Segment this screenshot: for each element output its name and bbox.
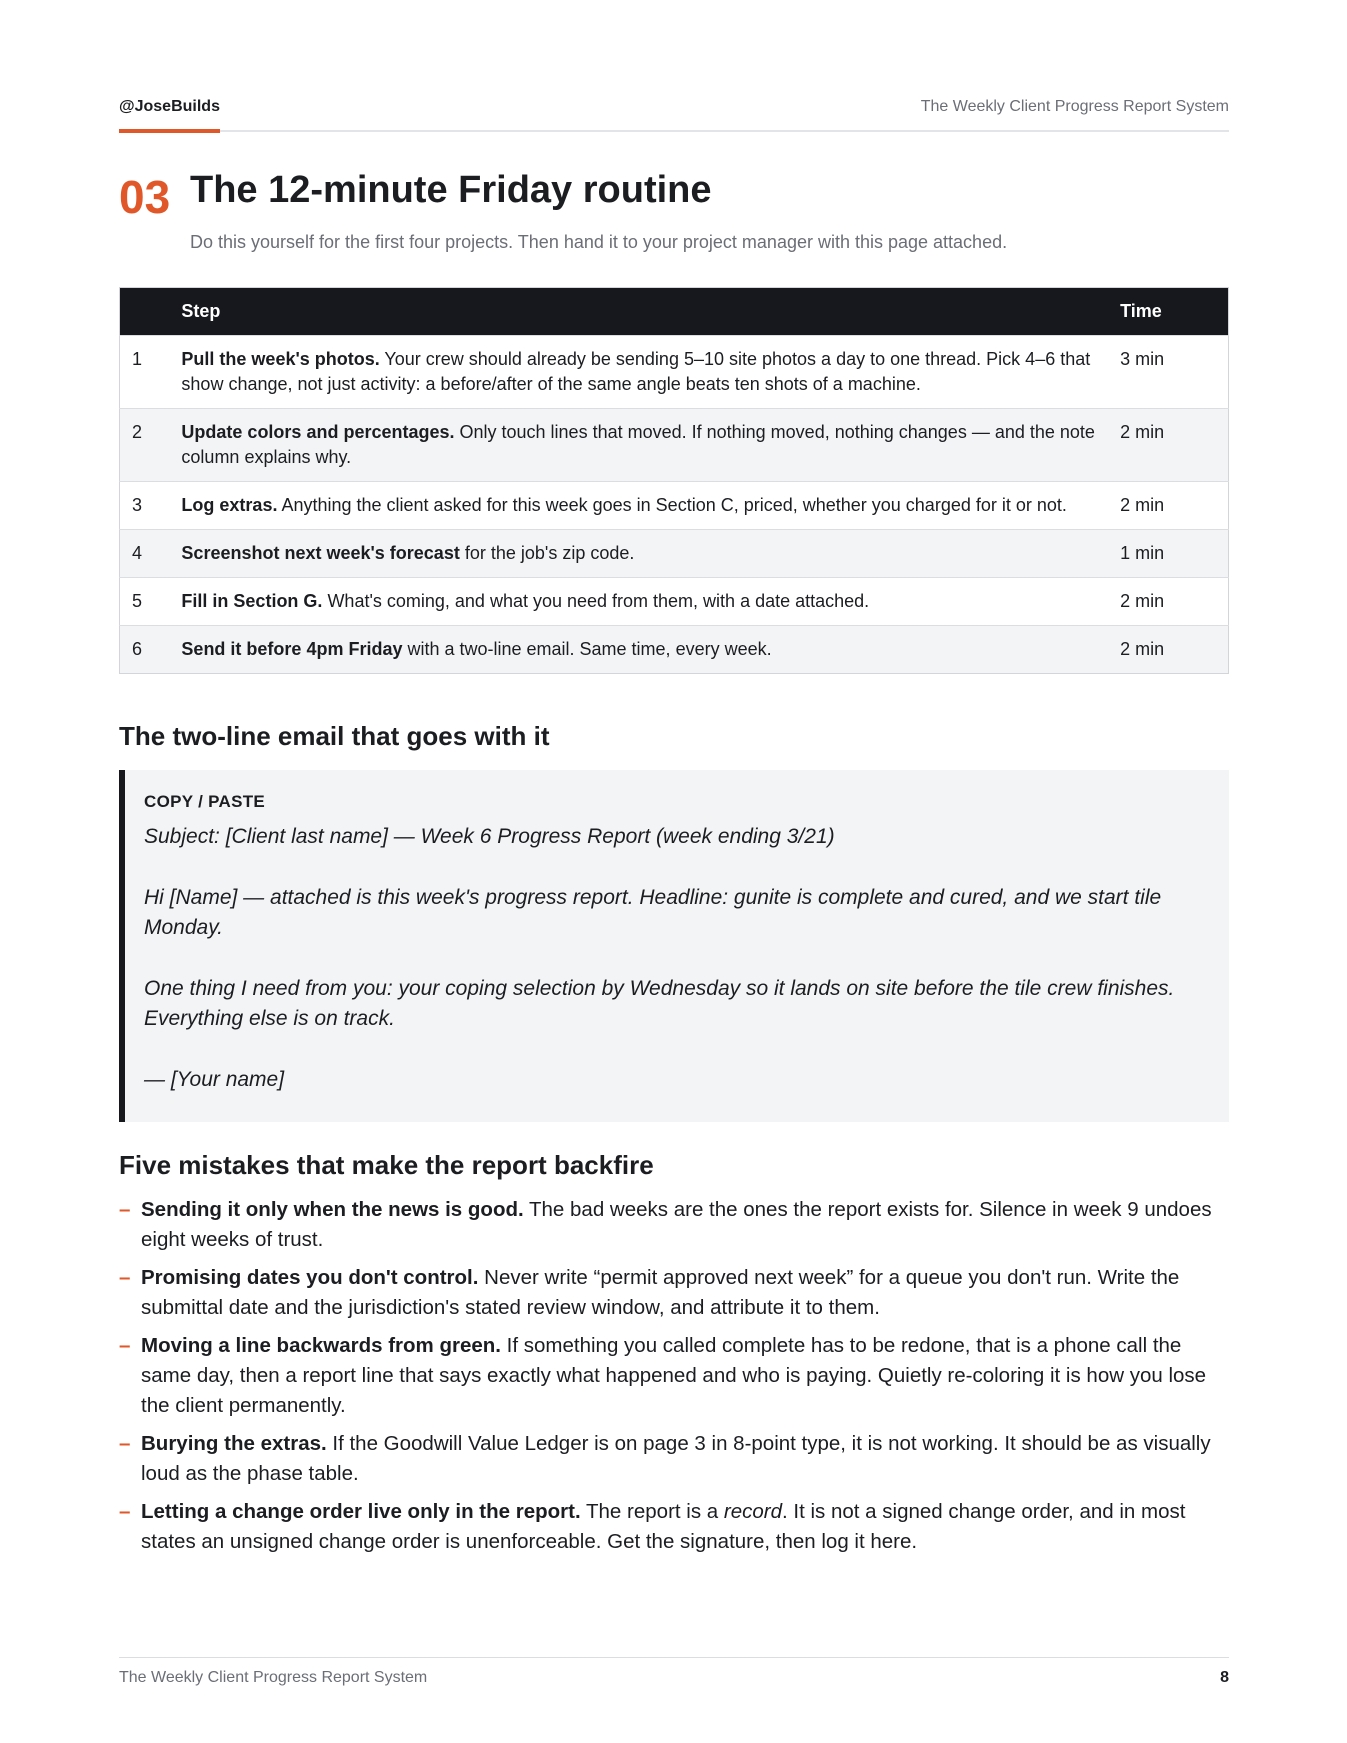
mistake-lead: Letting a change order live only in the report. xyxy=(141,1500,581,1523)
mistake-lead: Burying the extras. xyxy=(141,1432,327,1455)
step-number: 3 xyxy=(120,482,182,530)
header-rule xyxy=(119,130,1229,132)
list-item xyxy=(119,1195,1229,1255)
step-lead: Send it before 4pm Friday xyxy=(181,639,403,659)
step-time: 1 min xyxy=(1120,530,1228,578)
email-body-line-2: One thing I need from you: your coping selection by Wednesday so it lands on site before the tile crew finishes. Everything else is on track. xyxy=(144,977,1175,1030)
dash-bullet: – xyxy=(119,1334,131,1357)
table-header-row xyxy=(120,288,1229,336)
footer-doc-title: The Weekly Client Progress Report System xyxy=(119,1669,428,1686)
col-number-header xyxy=(120,288,182,336)
mistakes-heading: Five mistakes that make the report backfire xyxy=(119,1150,654,1180)
dash-bullet: – xyxy=(119,1500,131,1523)
step-lead: Log extras. xyxy=(181,495,278,515)
step-number: 4 xyxy=(120,530,182,578)
copy-paste-label: COPY / PASTE xyxy=(144,792,266,811)
mistake-lead: Moving a line backwards from green. xyxy=(141,1334,501,1357)
step-text xyxy=(181,530,1120,578)
dash-bullet: – xyxy=(119,1266,131,1289)
mistake-detail: If something you called complete has to be redone, that is a phone call the same day, then a report line that says exactly what happened and who is paying. Quietly re-coloring it is how you lose the client permanently. xyxy=(141,1334,1207,1417)
mistake-detail: The bad weeks are the ones the report exists for. Silence in week 9 undoes eight weeks of trust. xyxy=(141,1198,1212,1251)
step-text xyxy=(181,409,1120,482)
step-time: 2 min xyxy=(1120,626,1228,674)
step-detail: with a two-line email. Same time, every week. xyxy=(402,639,772,659)
list-item xyxy=(119,1331,1229,1421)
header-accent-bar xyxy=(119,129,220,133)
step-detail: Your crew should already be sending 5–10 site photos a day to one thread. Pick 4–6 that show change, not just activity: a before/after of the same angle beats ten shots of a machine. xyxy=(181,349,1091,394)
step-lead: Fill in Section G. xyxy=(181,591,323,611)
col-step-header: Step xyxy=(181,288,1120,336)
step-number: 5 xyxy=(120,578,182,626)
email-subject: Subject: [Client last name] — Week 6 Progress Report (week ending 3/21) xyxy=(144,825,835,848)
mistake-lead: Promising dates you don't control. xyxy=(141,1266,479,1289)
steps-table xyxy=(119,287,1229,674)
table-row xyxy=(120,578,1229,626)
mistake-detail-after: . It is not a signed change order, and in most states an unsigned change order is unenforceable. Get the signature, then log it here. xyxy=(141,1500,1186,1553)
step-detail: for the job's zip code. xyxy=(459,543,635,563)
table-row xyxy=(120,482,1229,530)
list-item xyxy=(119,1429,1229,1489)
table-row xyxy=(120,336,1229,409)
page-number: 8 xyxy=(1220,1669,1229,1686)
mistakes-list xyxy=(119,1195,1229,1565)
step-time: 2 min xyxy=(1120,482,1228,530)
step-detail: Anything the client asked for this week goes in Section C, priced, whether you charged for it or not. xyxy=(277,495,1067,515)
dash-bullet: – xyxy=(119,1198,131,1221)
mistake-detail-before: The report is a xyxy=(580,1500,724,1523)
footer-rule xyxy=(119,1657,1229,1658)
step-time: 2 min xyxy=(1120,578,1228,626)
mistake-lead: Sending it only when the news is good. xyxy=(141,1198,524,1221)
mistake-detail: Never write “permit approved next week” for a queue you don't run. Write the submittal date and the jurisdiction's stated review window, and attribute it to them. xyxy=(141,1266,1180,1319)
col-time-header: Time xyxy=(1120,288,1228,336)
step-lead: Screenshot next week's forecast xyxy=(181,543,460,563)
header-doc-title: The Weekly Client Progress Report System xyxy=(920,98,1229,115)
table-row xyxy=(120,409,1229,482)
email-signoff: — [Your name] xyxy=(144,1068,285,1091)
step-lead: Pull the week's photos. xyxy=(181,349,380,369)
section-subtitle: Do this yourself for the first four projects. Then hand it to your project manager with this page attached. xyxy=(190,232,1008,252)
list-item xyxy=(119,1497,1229,1557)
dash-bullet: – xyxy=(119,1432,131,1455)
step-detail: What's coming, and what you need from them, with a date attached. xyxy=(322,591,870,611)
table-row xyxy=(120,530,1229,578)
step-detail: Only touch lines that moved. If nothing moved, nothing changes — and the note column explains why. xyxy=(181,422,1095,467)
email-template-box xyxy=(119,770,1229,1122)
email-heading: The two-line email that goes with it xyxy=(119,721,550,751)
table-row xyxy=(120,626,1229,674)
step-number: 2 xyxy=(120,409,182,482)
step-number: 6 xyxy=(120,626,182,674)
mistake-detail: If the Goodwill Value Ledger is on page 3 in 8-point type, it is not working. It should be as visually loud as the phase table. xyxy=(141,1432,1211,1485)
section-title: The 12-minute Friday routine xyxy=(190,169,712,211)
step-text xyxy=(181,336,1120,409)
section-number: 03 xyxy=(119,171,171,223)
mistake-emphasis: record xyxy=(723,1500,782,1523)
step-time: 2 min xyxy=(1120,409,1228,482)
author-handle: @JoseBuilds xyxy=(119,98,220,115)
step-number: 1 xyxy=(120,336,182,409)
step-text xyxy=(181,482,1120,530)
step-text xyxy=(181,578,1120,626)
list-item xyxy=(119,1263,1229,1323)
step-lead: Update colors and percentages. xyxy=(181,422,455,442)
step-text xyxy=(181,626,1120,674)
email-body-line-1: Hi [Name] — attached is this week's progress report. Headline: gunite is complete and cured, and we start tile Monday. xyxy=(144,886,1162,939)
step-time: 3 min xyxy=(1120,336,1228,409)
page-header xyxy=(119,98,1229,134)
